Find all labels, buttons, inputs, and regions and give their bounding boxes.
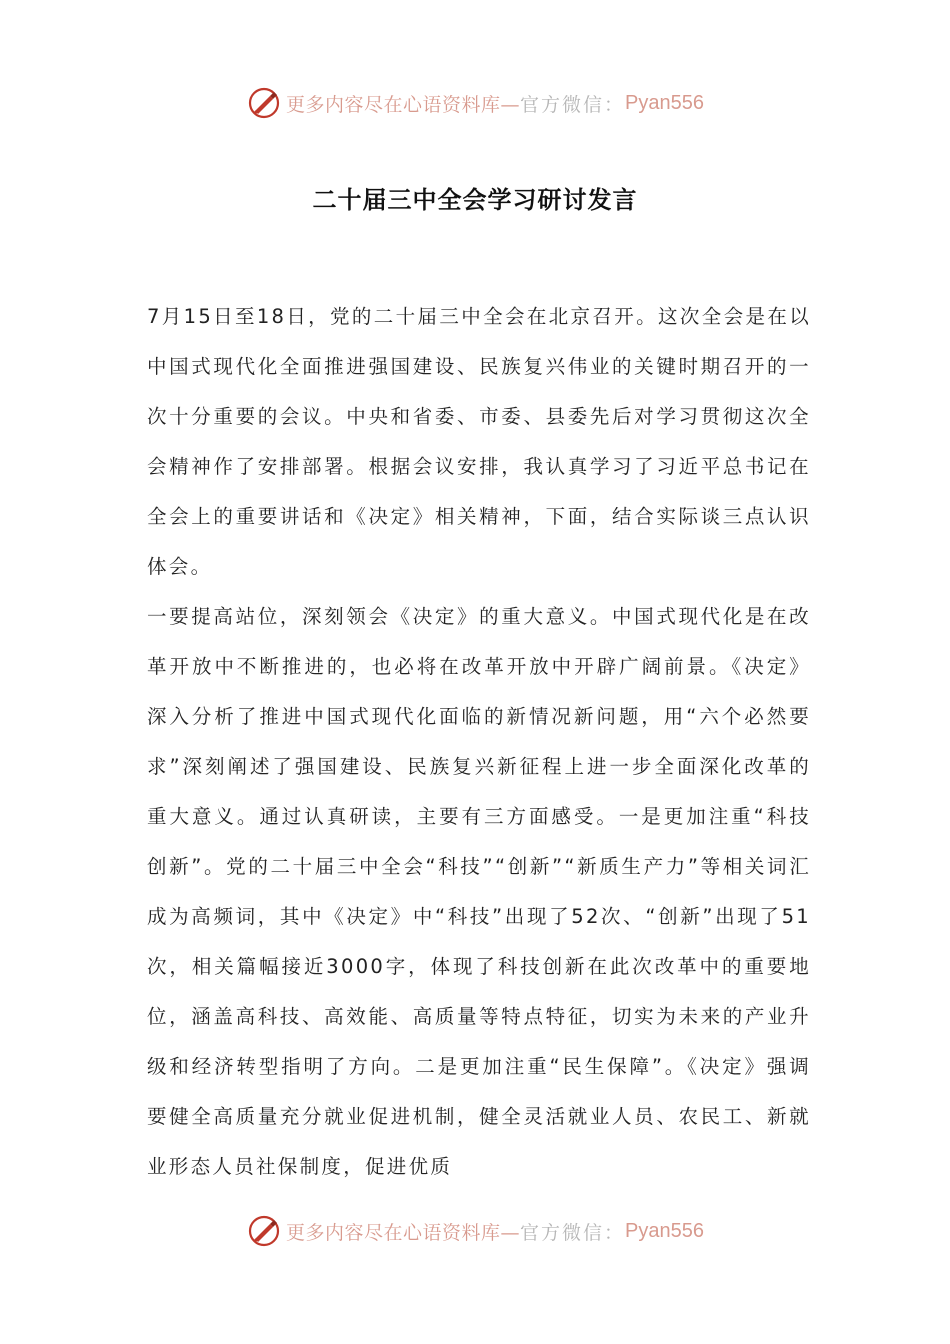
document-title: 二十届三中全会学习研讨发言 — [312, 186, 638, 214]
document-body — [147, 292, 811, 1192]
paragraph: 一要提高站位，深刻领会《决定》的重大意义。中国式现代化是在改革开放中不断推进的，也必将在改革开放中开辟广阔前景。《决定》深入分析了推进中国式现代化面临的新情况新问题，用“六个必然要求”深刻阐述了强国建设、民族复兴新征程上进一步全面深化改革的重大意义。通过认真研读，主要有三方面感受。一是更加注重“科技创新”。党的二十届三中全会“科技”“创新”“新质生产力”等相关词汇成为高频词，其中《决定》中“科技”出现了52次、“创新”出现了51次，相关篇幅接近3000字，体现了科技创新在此次改革中的重要地位，涵盖高科技、高效能、高质量等特点特征，切实为未来的产业升级和经济转型指明了方向。二是更加注重“民生保障”。《决定》强调要健全高质量充分就业促进机制，健全灵活就业人员、农民工、新就业形态人员社保制度，促进优质 — [147, 605, 811, 1178]
banner-text: 更多内容尽在心语资料库— — [286, 93, 521, 116]
banner-wechat-label: 官方微信： — [520, 93, 626, 116]
header-banner — [0, 83, 950, 123]
pen-logo-icon — [246, 85, 282, 121]
banner-wechat-label: 官方微信： — [520, 1221, 626, 1244]
banner-text: 更多内容尽在心语资料库— — [286, 1221, 521, 1244]
pen-logo-icon — [246, 1213, 282, 1249]
banner-wechat-id: Pyan556 — [625, 91, 704, 114]
banner-wechat-id: Pyan556 — [625, 1219, 704, 1242]
paragraph: 7月15日至18日，党的二十届三中全会在北京召开。这次全会是在以中国式现代化全面推进强国建设、民族复兴伟业的关键时期召开的一次十分重要的会议。中央和省委、市委、县委先后对学习贯彻这次全会精神作了安排部署。根据会议安排，我认真学习了习近平总书记在全会上的重要讲话和《决定》相关精神，下面，结合实际谈三点认识体会。 — [147, 305, 811, 578]
footer-banner — [0, 1211, 950, 1251]
